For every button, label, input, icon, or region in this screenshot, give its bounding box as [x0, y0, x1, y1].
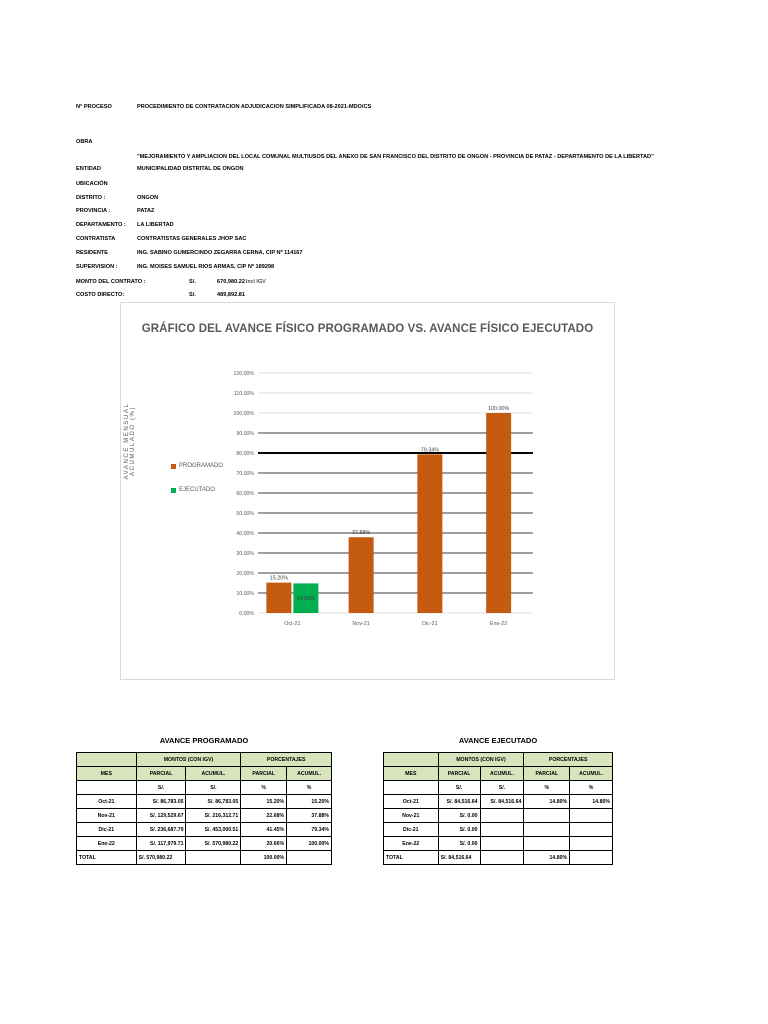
unit-cell: %: [241, 781, 287, 795]
x-tick-label: Oct-21: [284, 621, 301, 627]
table-total-row: [384, 851, 613, 865]
table-row: [77, 823, 332, 837]
cell-pct-acumul: 14.80%: [570, 795, 613, 809]
cell-pct-parcial: 14.80%: [524, 795, 570, 809]
header-label: PROVINCIA :: [76, 208, 111, 214]
table-row: [77, 837, 332, 851]
costo-value: 489,892.81: [217, 292, 245, 298]
y-tick-label: 30.00%: [236, 551, 254, 557]
costo-label: COSTO DIRECTO:: [76, 292, 125, 298]
cell-parcial: S/. 0.00: [438, 837, 480, 851]
header-value: ING. MOISES SAMUEL RIOS ARMAS, CIP Nº 189298: [137, 264, 275, 270]
data-label-programado: 79.34%: [420, 447, 440, 454]
unit-cell: S/.: [186, 781, 241, 795]
cell-mes: Ene-22: [77, 837, 137, 851]
header-value: MUNICIPALIDAD DISTRITAL DE ONGON: [137, 166, 244, 172]
group-montos: MONTOS (CON IGV): [136, 753, 241, 767]
empty-cell: [384, 753, 439, 767]
group-montos: MONTOS (CON IGV): [438, 753, 524, 767]
y-tick-label: 90.00%: [236, 431, 254, 437]
cell-parcial: S/. 117,979.71: [136, 837, 186, 851]
header-label: DEPARTAMENTO :: [76, 222, 126, 228]
chart-plot: [121, 303, 614, 679]
header-label: CONTRATISTA: [76, 236, 116, 242]
cell-total-empty: [570, 851, 613, 865]
cell-mes: Oct-21: [384, 795, 439, 809]
header-label: RESIDENTE: [76, 250, 109, 256]
progress-chart: [120, 302, 615, 680]
monto-currency: S/.: [189, 279, 196, 285]
unit-cell: %: [570, 781, 613, 795]
data-label-ejecutado: 14.80%: [296, 596, 316, 603]
table-group-header: [77, 753, 332, 767]
bar-programado: [349, 537, 374, 613]
costo-currency: S/.: [189, 292, 196, 298]
header-label: UBICACIÓN: [76, 181, 108, 187]
cell-parcial: S/. 86,783.05: [136, 795, 186, 809]
table-row: [384, 837, 613, 851]
table-programado: [76, 752, 332, 865]
chart-y-axis-label: AVANCE MENSUAL ACUMULADO (%): [124, 402, 136, 480]
x-tick-label: Nov-21: [352, 621, 370, 627]
cell-pct-parcial: 20.66%: [241, 837, 287, 851]
cell-mes: Ene-22: [384, 837, 439, 851]
bar-programado: [266, 583, 291, 613]
cell-mes: Dic-21: [384, 823, 439, 837]
col-pct-parcial: PARCIAL: [241, 767, 287, 781]
col-pct-parcial: PARCIAL: [524, 767, 570, 781]
header-label: DISTRITO :: [76, 195, 106, 201]
empty-cell: [77, 781, 137, 795]
cell-parcial: S/. 0.00: [438, 809, 480, 823]
cell-acumul: [480, 809, 524, 823]
cell-pct-parcial: 22.68%: [241, 809, 287, 823]
y-tick-label: 0.00%: [239, 611, 254, 617]
unit-cell: %: [287, 781, 332, 795]
y-tick-label: 110.00%: [233, 391, 254, 397]
header-label: OBRA: [76, 139, 93, 145]
table-group-header: [384, 753, 613, 767]
cell-acumul: [480, 823, 524, 837]
group-porcentajes: PORCENTAJES: [524, 753, 613, 767]
cell-pct-acumul: [570, 837, 613, 851]
cell-total-monto: S/. 570,980.22: [136, 851, 186, 865]
cell-pct-acumul: [570, 823, 613, 837]
cell-total-empty: [480, 851, 524, 865]
cell-pct-acumul: 100.00%: [287, 837, 332, 851]
col-parcial: PARCIAL: [136, 767, 186, 781]
empty-cell: [77, 753, 137, 767]
table-units-row: [77, 781, 332, 795]
cell-mes: Dic-21: [77, 823, 137, 837]
table-ejecutado: [383, 752, 613, 865]
header-value: LA LIBERTAD: [137, 222, 174, 228]
cell-acumul: S/. 86,783.05: [186, 795, 241, 809]
cell-mes: Nov-21: [77, 809, 137, 823]
cell-acumul: S/. 216,312.71: [186, 809, 241, 823]
cell-pct-acumul: 37.88%: [287, 809, 332, 823]
cell-pct-acumul: 79.34%: [287, 823, 332, 837]
y-tick-label: 80.00%: [236, 451, 254, 457]
cell-acumul: [480, 837, 524, 851]
table-total-row: [77, 851, 332, 865]
cell-total-pct: 100.00%: [241, 851, 287, 865]
header-label: SUPERVISION :: [76, 264, 118, 270]
col-acumul: ACUMUL.: [480, 767, 524, 781]
cell-total-pct: 14.80%: [524, 851, 570, 865]
table-title-ejecutado: AVANCE EJECUTADO: [458, 736, 538, 745]
table-column-header: [77, 767, 332, 781]
y-tick-label: 120.00%: [233, 371, 254, 377]
cell-acumul: S/. 453,000.51: [186, 823, 241, 837]
unit-cell: S/.: [480, 781, 524, 795]
cell-pct-parcial: 41.45%: [241, 823, 287, 837]
cell-total-empty: [186, 851, 241, 865]
header-value: CONTRATISTAS GENERALES JHOP SAC: [137, 236, 247, 242]
cell-total-label: TOTAL: [384, 851, 439, 865]
cell-pct-parcial: [524, 837, 570, 851]
table-row: [77, 795, 332, 809]
empty-cell: [384, 781, 439, 795]
x-tick-label: Ene-22: [489, 621, 508, 627]
cell-parcial: S/. 236,687.79: [136, 823, 186, 837]
col-pct-acumul: ACUMUL.: [287, 767, 332, 781]
group-porcentajes: PORCENTAJES: [241, 753, 332, 767]
data-label-programado: 15.20%: [269, 575, 289, 582]
cell-pct-acumul: 15.20%: [287, 795, 332, 809]
cell-acumul: S/. 570,980.22: [186, 837, 241, 851]
header-value: PROCEDIMIENTO DE CONTRATACION ADJUDICACION SIMPLIFICADA 08-2021-MDO/CS: [137, 104, 372, 110]
col-mes: MES: [384, 767, 439, 781]
header-value: "MEJORAMIENTO Y AMPLIACION DEL LOCAL COMUNAL MULTIUSOS DEL ANEXO DE SAN FRANCISCO DEL DISTRITO DE ONGON - PROVINCIA DE PATAZ - DEPARTAMENTO DE LA LIBERTAD": [137, 154, 654, 160]
chart-title: GRÁFICO DEL AVANCE FÍSICO PROGRAMADO VS. AVANCE FÍSICO EJECUTADO: [141, 323, 594, 335]
table-units-row: [384, 781, 613, 795]
y-tick-label: 50.00%: [236, 511, 254, 517]
data-label-programado: 100.00%: [487, 406, 510, 412]
table-row: [77, 809, 332, 823]
y-tick-label: 10.00%: [236, 591, 254, 597]
bar-programado: [417, 454, 442, 613]
cell-parcial: S/. 84,516.64: [438, 795, 480, 809]
monto-label: MONTO DEL CONTRATO :: [76, 279, 146, 285]
y-tick-label: 100.00%: [233, 411, 254, 417]
header-label: N° PROCESO: [76, 104, 112, 110]
bar-programado: [486, 413, 511, 613]
y-tick-label: 20.00%: [236, 571, 254, 577]
data-label-programado: 37.88%: [351, 530, 371, 537]
cell-mes: Oct-21: [77, 795, 137, 809]
col-pct-acumul: ACUMUL.: [570, 767, 613, 781]
table-row: [384, 795, 613, 809]
table-row: [384, 809, 613, 823]
x-tick-label: Dic-21: [422, 621, 438, 627]
y-tick-label: 70.00%: [236, 471, 254, 477]
unit-cell: %: [524, 781, 570, 795]
header-value: ONGON: [137, 195, 159, 201]
monto-note: Incl IGV: [246, 279, 266, 285]
cell-total-empty: [287, 851, 332, 865]
y-tick-label: 40.00%: [236, 531, 254, 537]
table-title-programado: AVANCE PROGRAMADO: [159, 736, 249, 745]
cell-pct-acumul: [570, 809, 613, 823]
col-acumul: ACUMUL.: [186, 767, 241, 781]
cell-pct-parcial: 15.20%: [241, 795, 287, 809]
cell-parcial: S/. 0.00: [438, 823, 480, 837]
legend-label: EJECUTADO: [179, 487, 215, 493]
cell-parcial: S/. 129,529.67: [136, 809, 186, 823]
col-mes: MES: [77, 767, 137, 781]
header-value: ING. SABINO GUMERCINDO ZEGARRA CERNA, CIP Nº 114167: [137, 250, 303, 256]
legend-label: PROGRAMADO: [179, 463, 224, 469]
table-row: [384, 823, 613, 837]
cell-pct-parcial: [524, 809, 570, 823]
header-value: PATAZ: [137, 208, 155, 214]
cell-mes: Nov-21: [384, 809, 439, 823]
unit-cell: S/.: [136, 781, 186, 795]
unit-cell: S/.: [438, 781, 480, 795]
header-label: ENTIDAD: [76, 166, 101, 172]
y-tick-label: 60.00%: [236, 491, 254, 497]
table-column-header: [384, 767, 613, 781]
monto-value: 670,980.22: [217, 279, 245, 285]
cell-acumul: S/. 84,516.64: [480, 795, 524, 809]
cell-total-monto: S/. 84,516.64: [438, 851, 480, 865]
cell-total-label: TOTAL: [77, 851, 137, 865]
col-parcial: PARCIAL: [438, 767, 480, 781]
cell-pct-parcial: [524, 823, 570, 837]
